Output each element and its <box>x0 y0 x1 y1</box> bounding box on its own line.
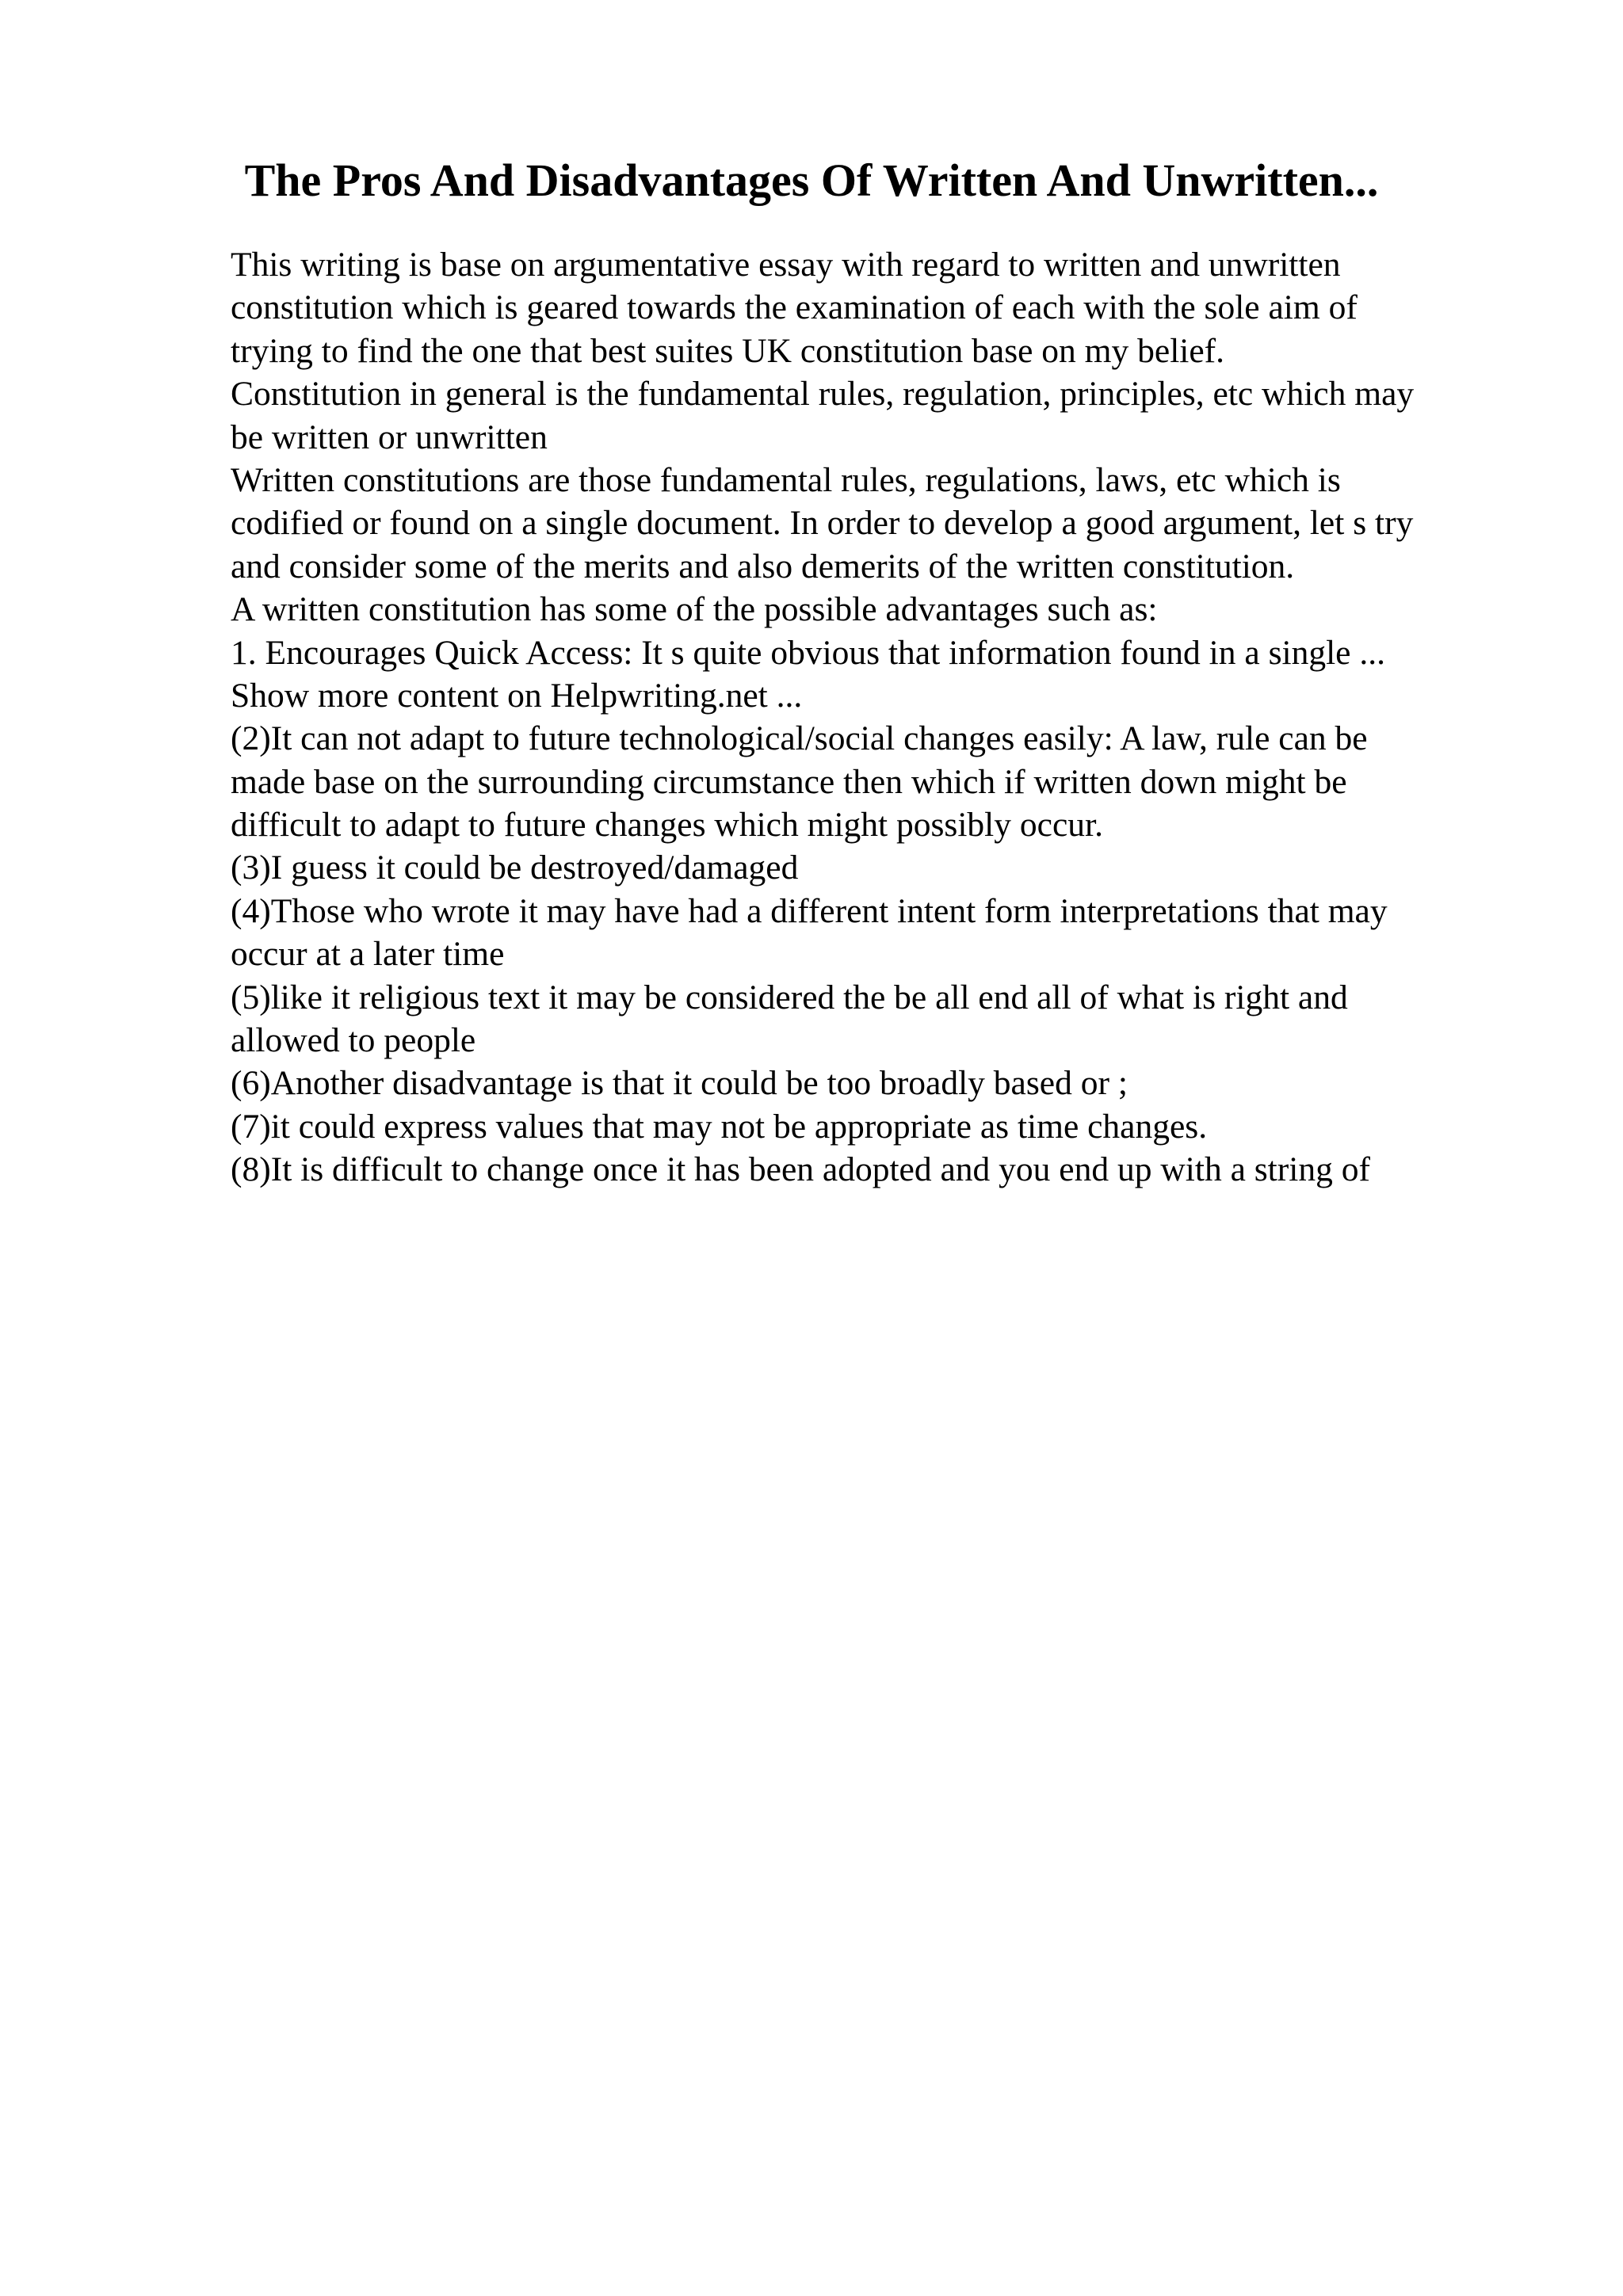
body-line: (3)I guess it could be destroyed/damaged <box>231 849 799 887</box>
body-line: 1. Encourages Quick Access: It s quite obvious that information found in a single ... <box>231 633 1385 672</box>
body-line: and consider some of the merits and also demerits of the written constitution. <box>231 547 1295 585</box>
body-line: be written or unwritten <box>231 418 548 456</box>
body-line: (4)Those who wrote it may have had a different intent form interpretations that may <box>231 891 1388 930</box>
body-line: (5)like it religious text it may be considered the be all end all of what is right and <box>231 978 1348 1016</box>
body-line: (2)It can not adapt to future technological/social changes easily: A law, rule can be <box>231 719 1368 758</box>
body-line: difficult to adapt to future changes which might possibly occur. <box>231 806 1103 845</box>
document-body <box>231 243 1578 1192</box>
body-line: constitution which is geared towards the examination of each with the sole aim of <box>231 288 1358 327</box>
body-line: This writing is base on argumentative essay with regard to written and unwritten <box>231 246 1341 284</box>
document-title: The Pros And Disadvantages Of Written And Unwritten... <box>244 154 1379 206</box>
show-more-link[interactable]: Show more content on Helpwriting.net ... <box>231 676 803 715</box>
body-line: Constitution in general is the fundamental rules, regulation, principles, etc which may <box>231 375 1415 414</box>
body-line: Written constitutions are those fundamental rules, regulations, laws, etc which is <box>231 460 1341 499</box>
body-line: A written constitution has some of the possible advantages such as: <box>231 590 1158 629</box>
body-line: trying to find the one that best suites UK constitution base on my belief. <box>231 331 1225 370</box>
body-line: allowed to people <box>231 1021 476 1060</box>
body-line: (7)it could express values that may not be appropriate as time changes. <box>231 1107 1208 1146</box>
body-line: made base on the surrounding circumstance then which if written down might be <box>231 762 1347 801</box>
body-line: occur at a later time <box>231 935 505 974</box>
body-line: (8)It is difficult to change once it has been adopted and you end up with a string of <box>231 1150 1370 1189</box>
body-line: codified or found on a single document. In order to develop a good argument, let s try <box>231 504 1414 543</box>
body-line: (6)Another disadvantage is that it could be too broadly based or ; <box>231 1064 1128 1103</box>
